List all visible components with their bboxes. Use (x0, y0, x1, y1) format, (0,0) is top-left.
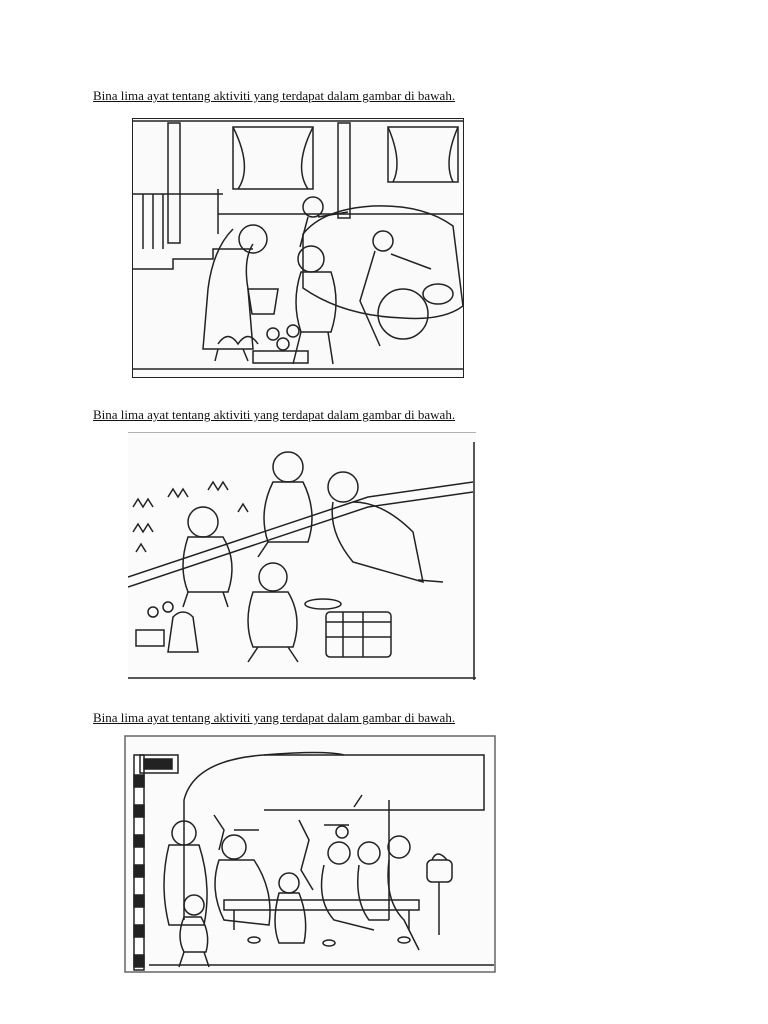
illustration-children-picnic (128, 432, 476, 680)
instruction-text-3: Bina lima ayat tentang aktiviti yang terdapat dalam gambar di bawah. (93, 710, 456, 725)
instruction-text-1: Bina lima ayat tentang aktiviti yang terdapat dalam gambar di bawah. (93, 88, 456, 103)
illustration-family-washing-car (132, 118, 464, 378)
instruction-text-2: Bina lima ayat tentang aktiviti yang terdapat dalam gambar di bawah. (93, 407, 456, 422)
illustration-bus-stop-vandalism (124, 735, 496, 973)
